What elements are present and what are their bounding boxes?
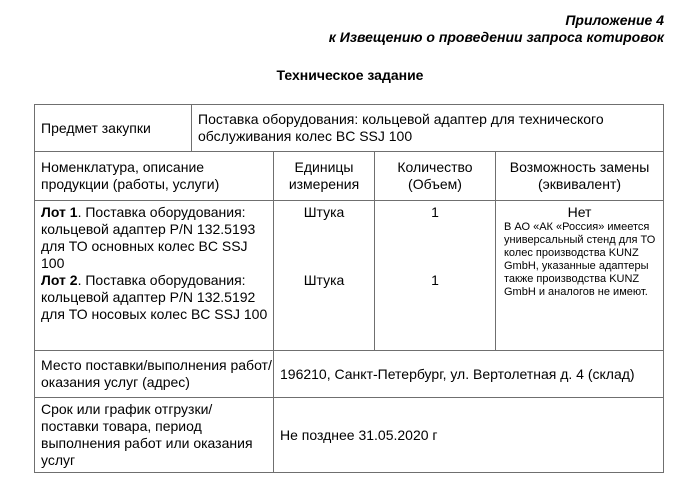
lot-1-quantity: 1 (431, 204, 439, 220)
quantity-header: Количество (Объем) (375, 152, 496, 201)
appendix-reference: к Извещению о проведении запроса котировок (328, 29, 664, 45)
delivery-place-value: 196210, Санкт-Петербург, ул. Вертолетная д. 4 (склад) (274, 351, 664, 398)
replacement-header: Возможность замены (эквивалент) (496, 152, 664, 201)
replacement-cell (496, 201, 664, 351)
nomenclature-header: Номенклатура, описание продукции (работы, услуги) (35, 152, 274, 201)
appendix-number: Приложение 4 (565, 12, 664, 28)
delivery-place-label: Место поставки/выполнения работ/оказания услуг (адрес) (35, 351, 274, 398)
subject-row (35, 105, 664, 152)
lot-2-description (41, 272, 273, 323)
subject-label: Предмет закупки (35, 105, 192, 152)
lots-quantity-cell (375, 201, 496, 351)
lot-2-label: Лот 2 (41, 272, 78, 288)
units-header: Единицы измерения (274, 152, 375, 201)
column-header-row (35, 152, 664, 201)
lots-units-cell (274, 201, 375, 351)
lot-1-description (41, 204, 273, 272)
lot-2-quantity: 1 (431, 272, 439, 288)
schedule-row (35, 398, 664, 473)
technical-specification-table (34, 104, 664, 473)
lot-1-label: Лот 1 (41, 204, 78, 220)
lots-description-cell (35, 201, 274, 351)
lot-1-unit: Штука (303, 204, 345, 220)
replacement-answer: Нет (567, 204, 592, 220)
replacement-note: В АО «АК «Россия» имеется универсальный стенд для ТО колес производства KUNZ GmbH, указанные адаптеры также производства KUNZ GmbH и аналогов не имеют. (504, 221, 656, 298)
lot-1-text: . Поставка оборудования: кольцевой адаптер P/N 132.5193 для ТО основных колес BC SSJ 100 (41, 204, 256, 271)
delivery-place-row (35, 351, 664, 398)
subject-value: Поставка оборудования: кольцевой адаптер для технического обслуживания колес BC SSJ 100 (192, 105, 664, 152)
document-title: Техническое задание (276, 67, 424, 83)
schedule-label: Срок или график отгрузки/ поставки товара, период выполнения работ или оказания услуг (35, 398, 274, 473)
lot-2-unit: Штука (303, 272, 345, 288)
schedule-value: Не позднее 31.05.2020 г (274, 398, 664, 473)
lots-row (35, 201, 664, 351)
lot-2-text: . Поставка оборудования: кольцевой адаптер P/N 132.5192 для ТО носовых колес BC SSJ 100 (41, 272, 268, 322)
